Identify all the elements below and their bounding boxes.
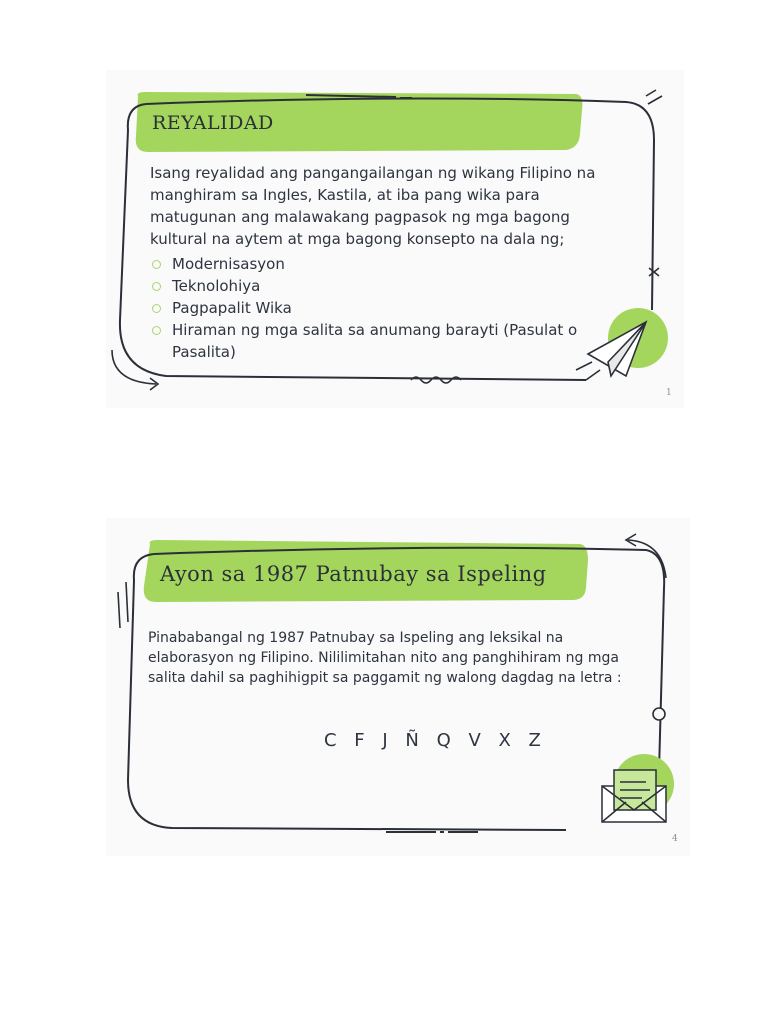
slide-reyalidad bbox=[106, 70, 684, 408]
list-item: Pagpapalit Wika bbox=[150, 297, 620, 319]
list-item: Teknolohiya bbox=[150, 275, 620, 297]
slide-paragraph: Pinababangal ng 1987 Patnubay sa Ispeling ang leksikal na elaborasyon ng Filipino. Nililimitahan nito ang panghihiram ng mga salita dahil sa paghihigpit sa paggamit ng walong dagdag na letra : bbox=[148, 630, 622, 686]
bullet-list bbox=[150, 253, 620, 363]
bullet-circle-icon bbox=[152, 326, 161, 335]
bullet-circle-icon bbox=[152, 260, 161, 269]
slide-title: Ayon sa 1987 Patnubay sa Ispeling bbox=[160, 562, 547, 586]
list-item: Hiraman ng mga salita sa anumang barayti (Pasulat o Pasalita) bbox=[150, 319, 620, 363]
slide-paragraph: Isang reyalidad ang pangangailangan ng wikang Filipino na manghiram sa Ingles, Kastila, at iba pang wika para matugunan ang malawakang pagpasok ng mga bagong kultural na aytem at mga bagong konsepto na dala ng; bbox=[150, 164, 596, 248]
bullet-circle-icon bbox=[152, 282, 161, 291]
page-number: 4 bbox=[672, 834, 678, 844]
slide-title: REYALIDAD bbox=[152, 112, 274, 134]
additional-letters: C F J Ñ Q V X Z bbox=[324, 730, 547, 751]
bullet-circle-icon bbox=[152, 304, 161, 313]
list-item: Modernisasyon bbox=[150, 253, 620, 275]
envelope-icon bbox=[602, 770, 666, 822]
slide-patnubay bbox=[106, 518, 690, 856]
page-number: 1 bbox=[666, 388, 672, 398]
